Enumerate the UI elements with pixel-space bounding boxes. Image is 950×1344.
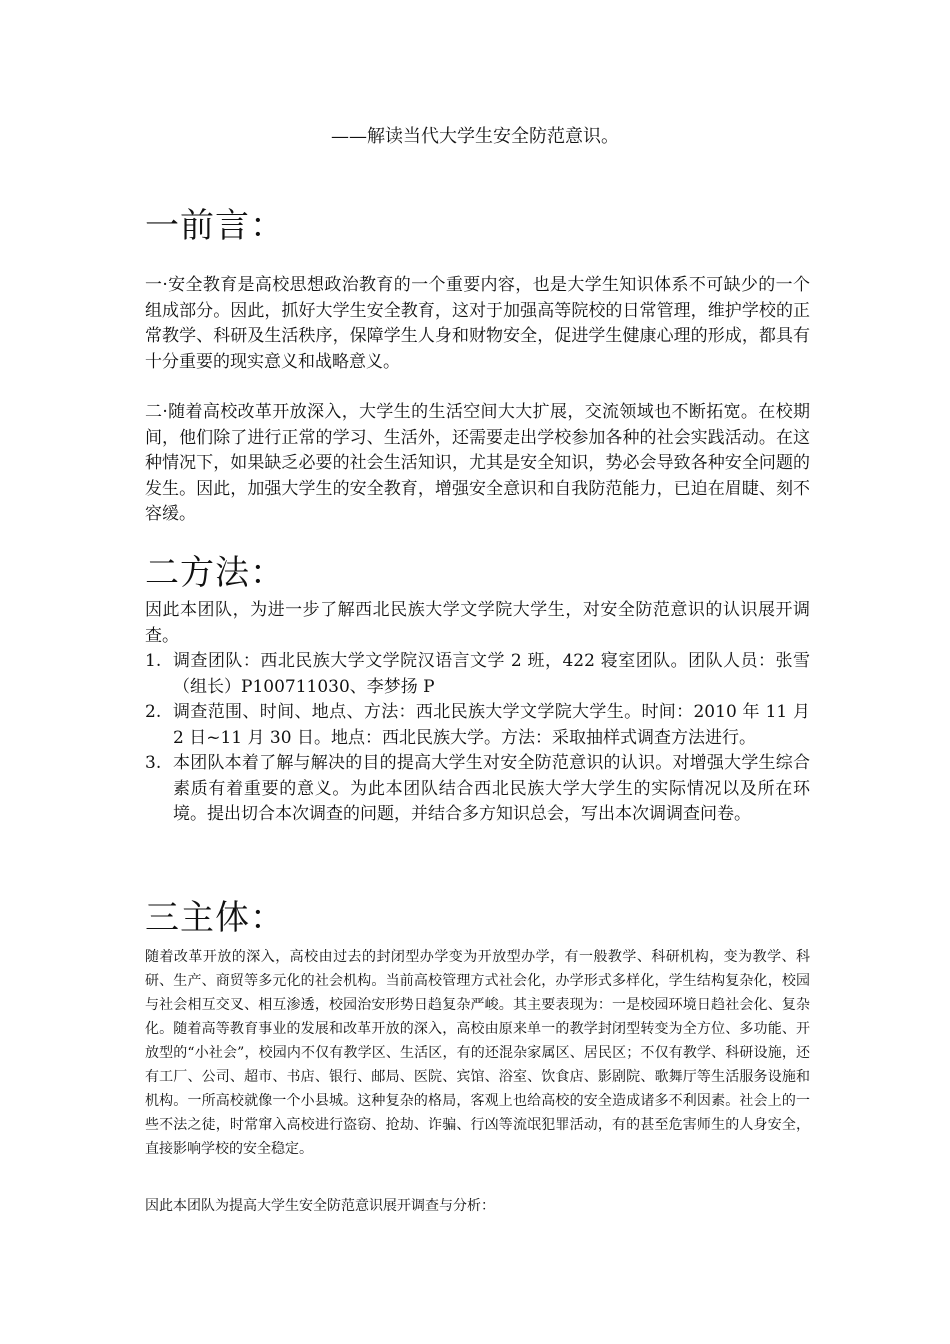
list-item bbox=[145, 700, 810, 751]
section-heading-preface: 一前言： bbox=[145, 206, 285, 246]
preface-paragraph-2: 二·随着高校改革开放深入，大学生的生活空间大大扩展，交流领域也不断拓宽。在校期间，他们除了进行正常的学习、生活外，还需要走出学校参加各种的社会实践活动。在这种情况下，如果缺乏必要的社会生活知识，尤其是安全知识，势必会导致各种安全问题的发生。因此，加强大学生的安全教育，增强安全意识和自我防范能力，已迫在眉睫、刻不容缓。 bbox=[145, 402, 810, 524]
body-paragraph-1: 随着改革开放的深入，高校由过去的封闭型办学变为开放型办学，有一般教学、科研机构，变为教学、科研、生产、商贸等多元化的社会机构。当前高校管理方式社会化，办学形式多样化，学生结构复杂化，校园与社会相互交叉、相互渗透，校园治安形势日趋复杂严峻。其主要表现为：一是校园环境日趋社会化、复杂化。随着高等教育事业的发展和改革开放的深入，高校由原来单一的教学封闭型转变为全方位、多功能、开放型的“小社会”，校园内不仅有教学区、生活区，有的还混杂家属区、居民区；不仅有教学、科研设施，还有工厂、公司、超市、书店、银行、邮局、医院、宾馆、浴室、饮食店、影剧院、歌舞厅等生活服务设施和机构。一所高校就像一个小县城。这种复杂的格局，客观上也给高校的安全造成诸多不利因素。社会上的一些不法之徒，时常窜入高校进行盗窃、抢劫、诈骗、行凶等流氓犯罪活动，有的甚至危害师生的人身安全，直接影响学校的安全稳定。 bbox=[145, 949, 810, 1157]
body-paragraph-2: 因此本团队为提高大学生安全防范意识展开调查与分析： bbox=[145, 1198, 495, 1214]
section-heading-body: 三主体： bbox=[145, 898, 285, 938]
method-intro: 因此本团队，为进一步了解西北民族大学文学院大学生，对安全防范意识的认识展开调查。 bbox=[145, 600, 810, 646]
section-heading-method: 二方法： bbox=[145, 553, 285, 593]
list-item-text: 调查团队：西北民族大学文学院汉语言文学 2 班，422 寝室团队。团队人员：张雪（组长）P100711030、李梦扬 P bbox=[173, 651, 810, 697]
list-item-text: 本团队本着了解与解决的目的提高大学生对安全防范意识的认识。对增强大学生综合素质有着重要的意义。为此本团队结合西北民族大学大学生的实际情况以及所在环境。提出切合本次调查的问题，并结合多方知识总会，写出本次调调查问卷。 bbox=[173, 753, 810, 824]
list-item-number: 3. bbox=[145, 753, 162, 773]
list-item-number: 1. bbox=[145, 651, 162, 671]
list-item-number: 2. bbox=[145, 702, 162, 722]
document-subtitle: ——解读当代大学生安全防范意识。 bbox=[331, 126, 619, 147]
list-item bbox=[145, 751, 810, 828]
list-item-text: 调查范围、时间、地点、方法：西北民族大学文学院大学生。时间：2010 年 11 月 2 日~11 月 30 日。地点：西北民族大学。方法：采取抽样式调查方法进行。 bbox=[173, 702, 810, 748]
list-item bbox=[145, 649, 810, 700]
preface-paragraph-1: 一·安全教育是高校思想政治教育的一个重要内容，也是大学生知识体系不可缺少的一个组成部分。因此，抓好大学生安全教育，这对于加强高等院校的日常管理，维护学校的正常教学、科研及生活秩序，保障学生人身和财物安全，促进学生健康心理的形成，都具有十分重要的现实意义和战略意义。 bbox=[145, 275, 810, 372]
method-list bbox=[145, 649, 810, 828]
